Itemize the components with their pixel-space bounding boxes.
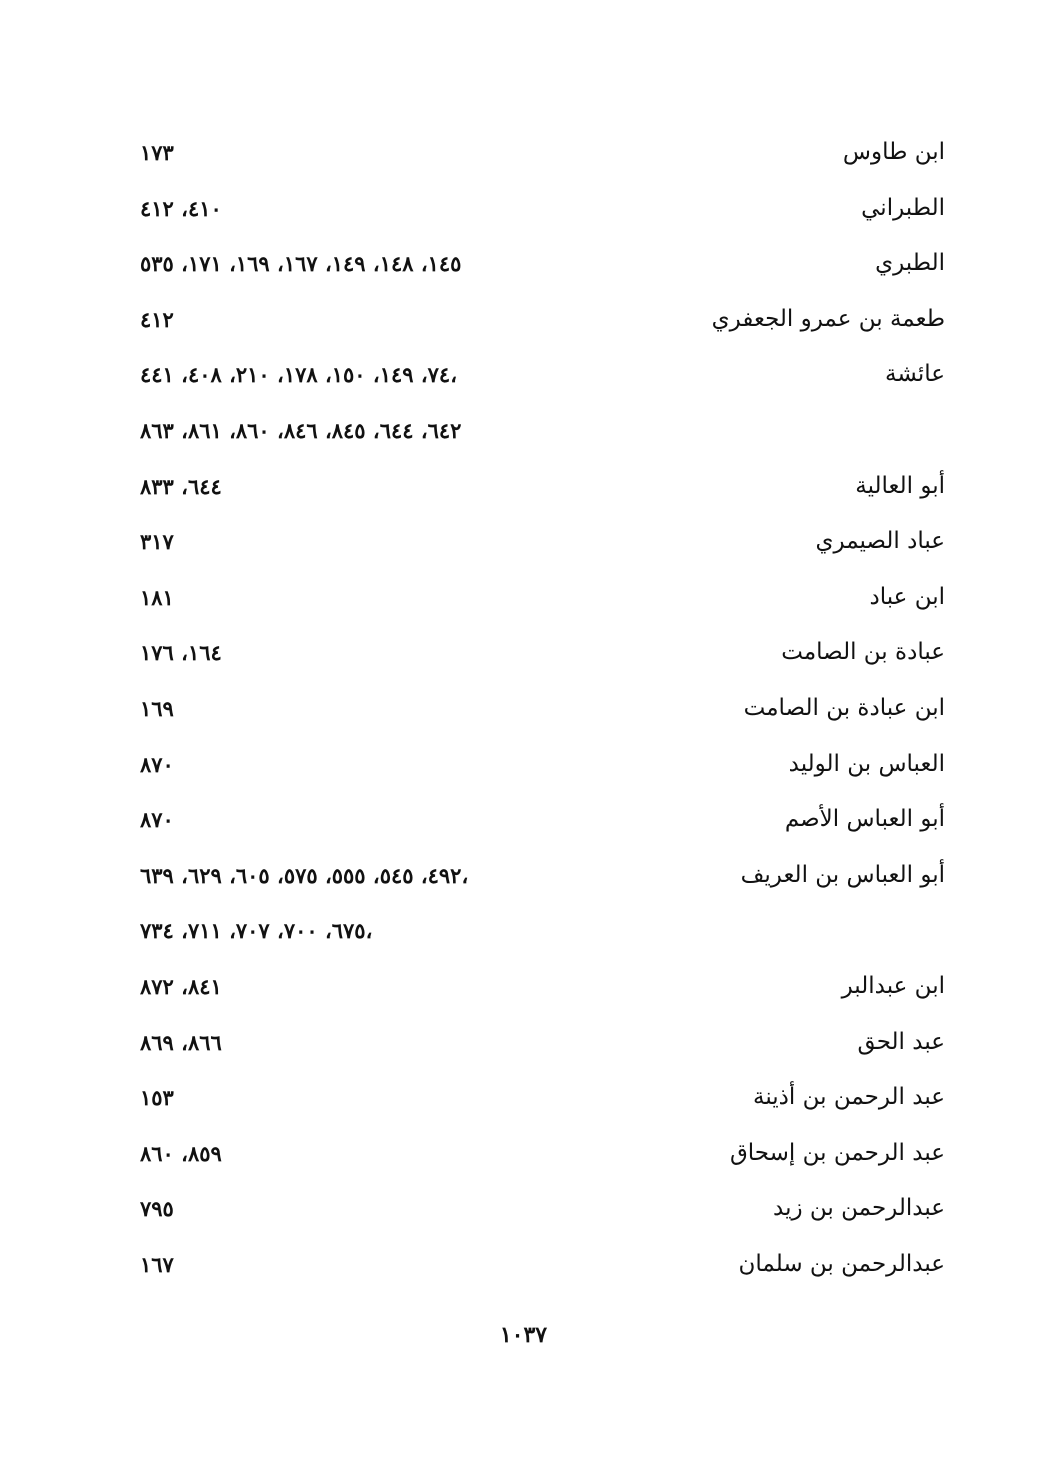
entry-name: عبد الرحمن بن أذينة (753, 1084, 945, 1111)
entry-name: أبو العالية (855, 472, 945, 499)
entry-pages: ١٥٣ (140, 1085, 174, 1111)
entry-name: الطبراني (861, 194, 945, 221)
entry-pages: ٤١٠، ٤١٢ (140, 195, 222, 221)
list-item (140, 681, 945, 737)
entry-pages: ٧٩٥ (140, 1196, 174, 1222)
entry-pages: ٨٤١، ٨٧٢ (140, 973, 222, 999)
entry-name: عبدالرحمن بن سلمان (738, 1250, 945, 1277)
list-item (140, 1237, 945, 1293)
list-item (140, 848, 945, 904)
entry-pages: ٤١٢ (140, 306, 174, 332)
entry-pages: ١٦٤، ١٧٦ (140, 640, 222, 666)
entry-pages: ٨٥٩، ٨٦٠ (140, 1140, 222, 1166)
entry-name: أبو العباس بن العريف (740, 861, 945, 888)
list-item-continuation (140, 403, 945, 459)
entry-name: عبد الرحمن بن إسحاق (729, 1139, 945, 1166)
entry-pages: ٣١٧ (140, 529, 174, 555)
entry-pages: ٦٤٤، ٨٣٣ (140, 473, 222, 499)
entry-pages: ١٦٩ (140, 695, 174, 721)
list-item (140, 459, 945, 515)
entry-name: ابن عبدالبر (841, 972, 945, 999)
entry-name: عبادة بن الصامت (781, 639, 945, 666)
list-item (140, 1126, 945, 1182)
entry-name: عبد الحق (857, 1028, 945, 1055)
entry-pages: ١٦٧ (140, 1251, 174, 1277)
entry-pages: ٦٤٢، ٦٤٤، ٨٤٥، ٨٤٦، ٨٦٠، ٨٦١، ٨٦٣ (140, 417, 462, 443)
index-list (140, 125, 945, 1292)
entry-name: ابن عبادة بن الصامت (743, 694, 945, 721)
entry-pages: ٨٦٦، ٨٦٩ (140, 1029, 222, 1055)
entry-pages: ٤٩٢، ٥٤٥، ٥٥٥، ٥٧٥، ٦٠٥، ٦٢٩، ٦٣٩، (140, 862, 469, 888)
page-number: ١٠٣٧ (499, 1322, 548, 1348)
entry-name: أبو العباس الأصم (784, 806, 945, 833)
list-item (140, 1181, 945, 1237)
entry-name: طعمة بن عمرو الجعفري (711, 305, 945, 332)
list-item (140, 181, 945, 237)
entry-pages: ١٧٣ (140, 140, 174, 165)
list-item (140, 1015, 945, 1071)
entry-name: عائشة (885, 361, 945, 388)
list-item (140, 514, 945, 570)
entry-pages: ٨٧٠ (140, 807, 174, 833)
entry-name: العباس بن الوليد (788, 750, 945, 777)
entry-pages: ١٨١ (140, 584, 174, 610)
list-item (140, 292, 945, 348)
list-item (140, 737, 945, 793)
entry-pages: ٧٤، ١٤٩، ١٥٠، ١٧٨، ٢١٠، ٤٠٨، ٤٤١، (140, 362, 457, 388)
list-item (140, 625, 945, 681)
entry-name: عباد الصيمري (815, 528, 945, 555)
list-item (140, 125, 945, 181)
entry-pages: ١٤٥، ١٤٨، ١٤٩، ١٦٧، ١٦٩، ١٧١، ٥٣٥ (140, 251, 462, 277)
list-item (140, 570, 945, 626)
entry-name: عبدالرحمن بن زيد (773, 1195, 945, 1222)
list-item (140, 792, 945, 848)
list-item (140, 959, 945, 1015)
entry-name: الطبري (875, 250, 945, 277)
list-item (140, 236, 945, 292)
list-item (140, 347, 945, 403)
list-item (140, 1070, 945, 1126)
list-item-continuation (140, 903, 945, 959)
entry-pages: ٦٧٥، ٧٠٠، ٧٠٧، ٧١١، ٧٣٤، (140, 918, 373, 944)
entry-pages: ٨٧٠ (140, 751, 174, 777)
entry-name: ابن عباد (869, 583, 945, 610)
entry-name: ابن طاوس (842, 139, 945, 165)
